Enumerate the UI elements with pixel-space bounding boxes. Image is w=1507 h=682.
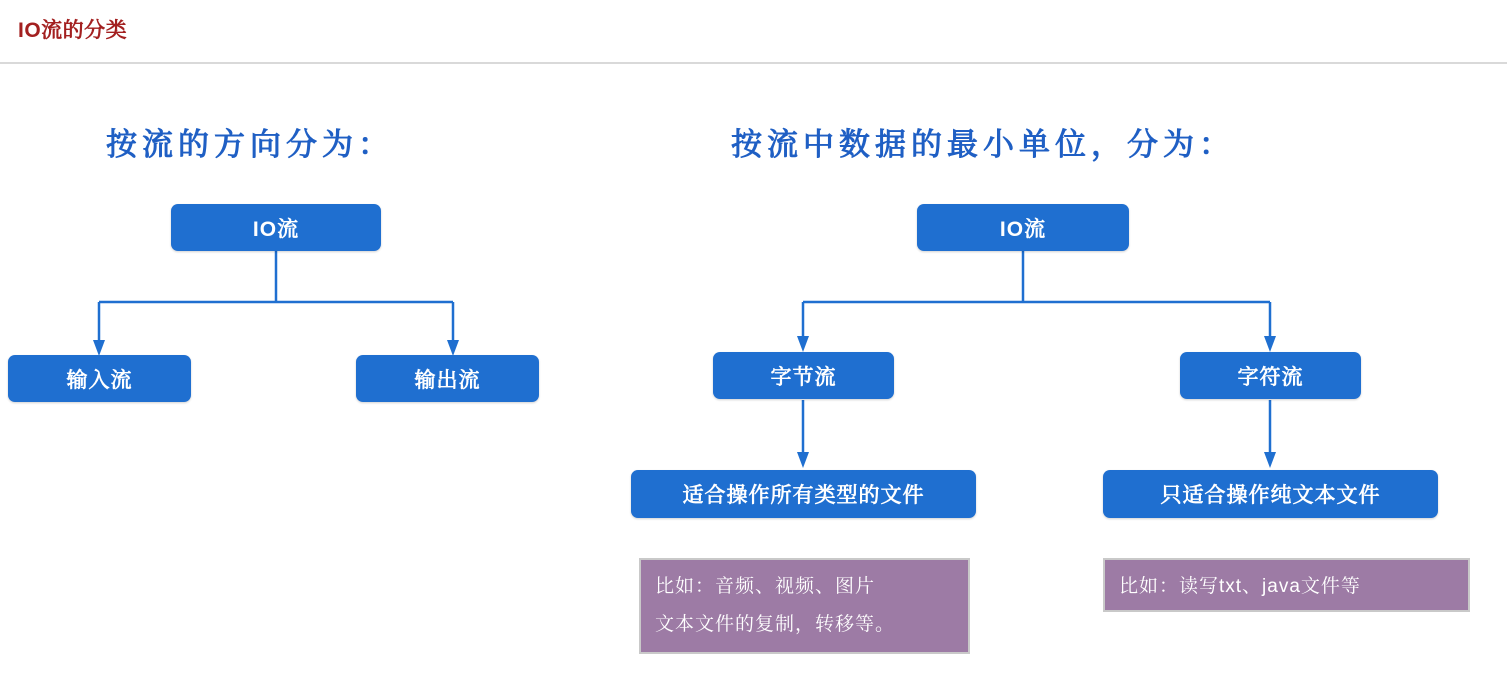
node-right-desc-1[interactable]: 只适合操作纯文本文件 [1103,470,1438,518]
note-byte-stream-line-2: 文本文件的复制，转移等。 [655,614,896,635]
node-left-child-1[interactable]: 输出流 [356,355,539,402]
node-right-child-1[interactable]: 字符流 [1180,352,1361,399]
note-char-stream [1103,558,1470,612]
note-byte-stream-line-1: 比如：音频、视频、图片 [655,576,876,597]
note-byte-stream [639,558,970,654]
node-right-desc-0[interactable]: 适合操作所有类型的文件 [631,470,976,518]
diagram-canvas [0,64,1507,682]
note-char-stream-line-1: 比如：读写txt、java文件等 [1119,576,1361,597]
node-left-child-0[interactable]: 输入流 [8,355,191,402]
node-right-root[interactable]: IO流 [917,204,1129,251]
node-right-child-0[interactable]: 字节流 [713,352,894,399]
right-group-heading: 按流中数据的最小单位，分为： [731,127,1235,163]
page-title: IO流的分类 [18,19,128,42]
left-group-heading: 按流的方向分为： [106,127,394,163]
node-left-root[interactable]: IO流 [171,204,381,251]
